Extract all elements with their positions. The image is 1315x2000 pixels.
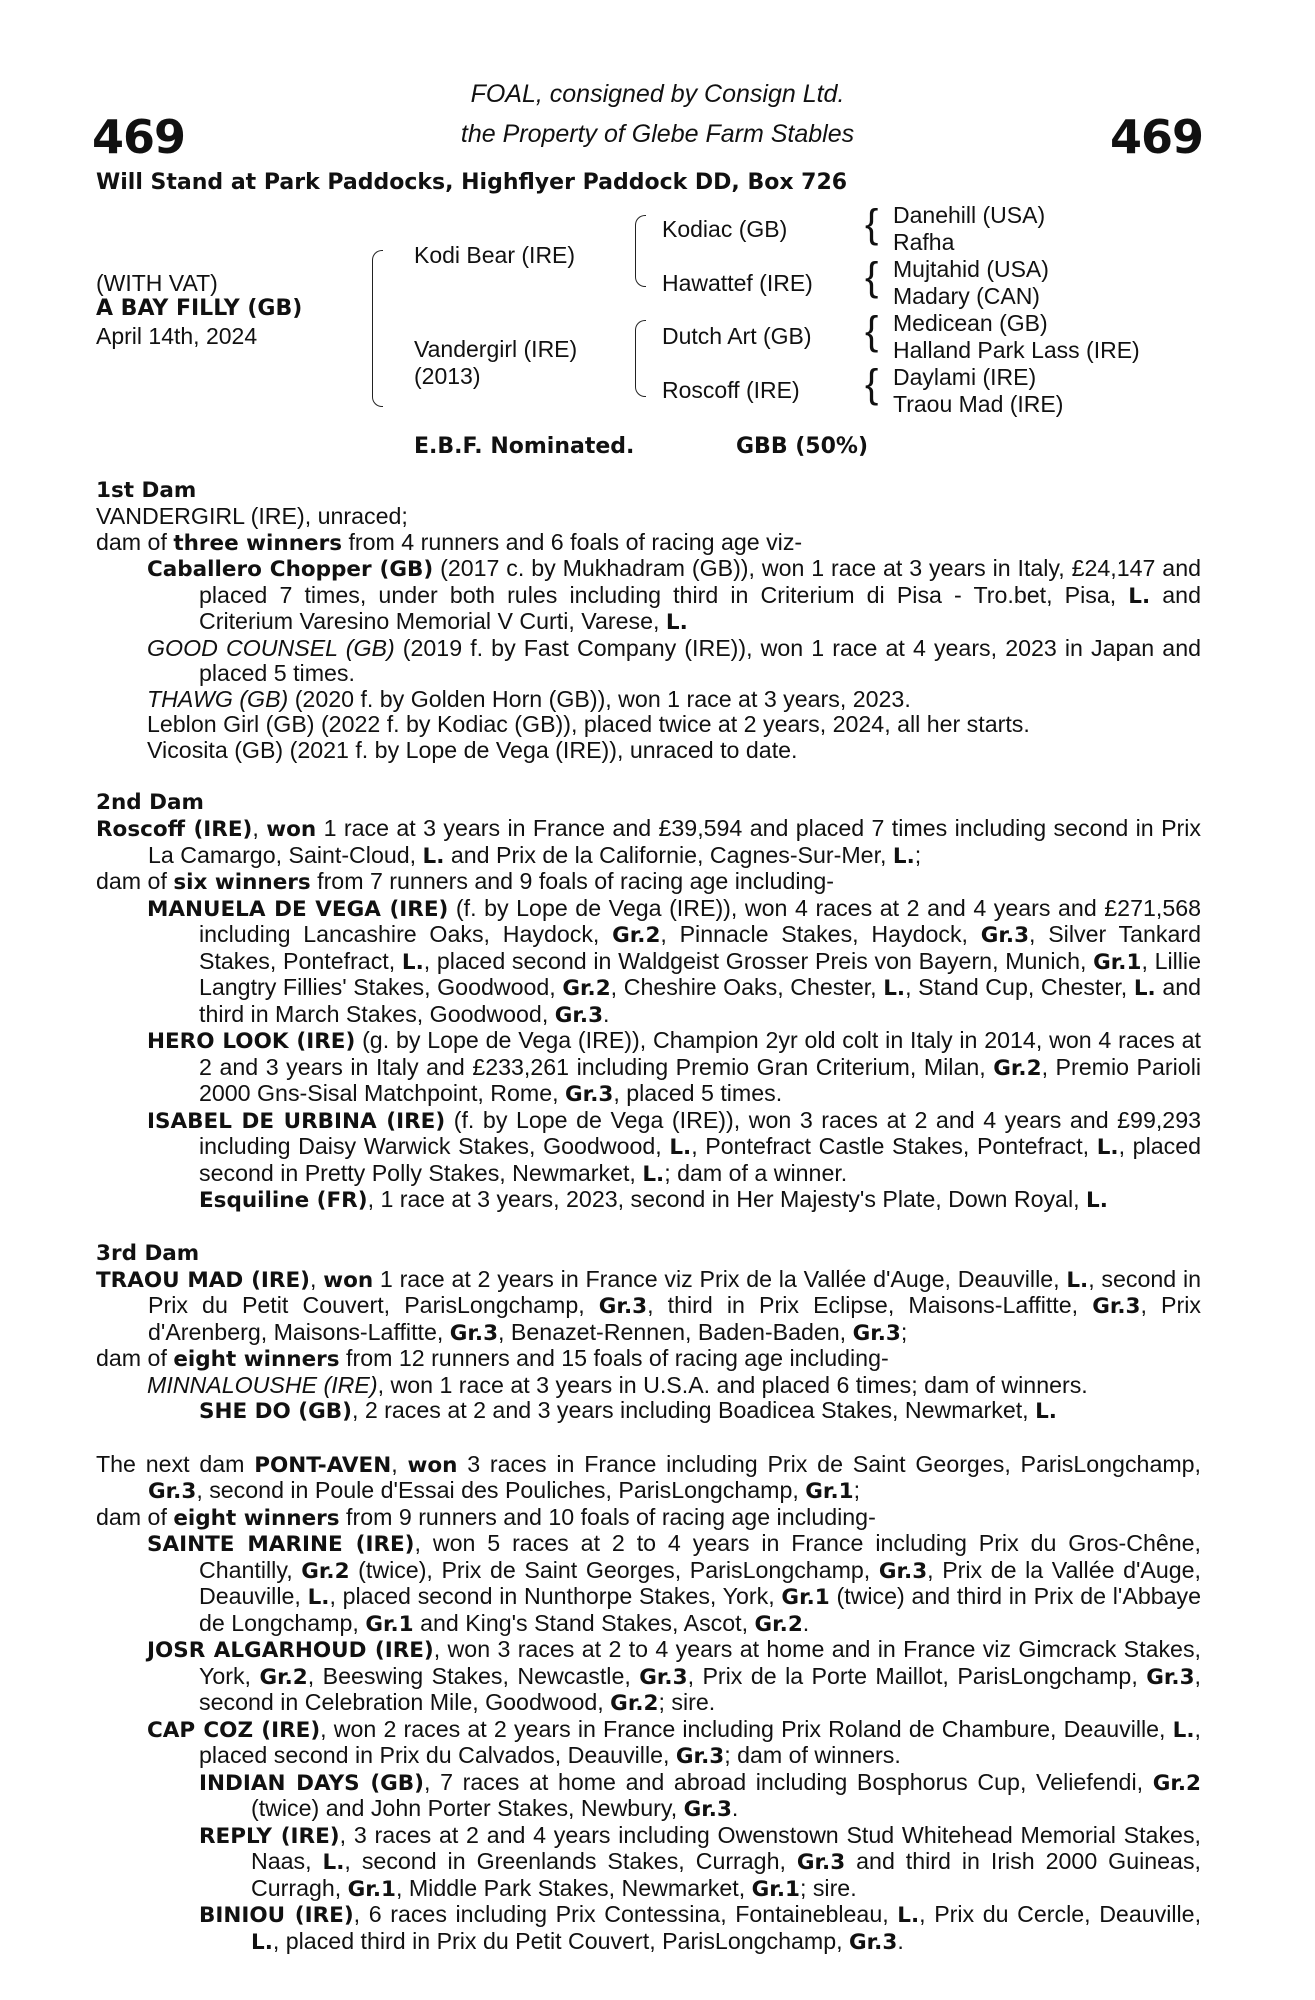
bold-text: Gr.3 — [849, 1929, 898, 1955]
bold-text: won — [266, 817, 317, 842]
bold-text: Gr.3 — [683, 1797, 732, 1822]
entry-text: from 12 runners and 15 foals of racing age including- — [339, 1345, 889, 1371]
entry-text: (f. by Lope de Vega (IRE)), won 4 races at 2 and 4 years and £271,568 including Lancashire Oaks, Haydock, — [199, 894, 1202, 947]
bold-text: L. — [1066, 1267, 1089, 1293]
entry-text: , Premio Parioli 2000 Gns-Sisal Matchpoint, Rome, — [199, 1053, 1201, 1106]
entry-text: , — [252, 815, 267, 841]
entry-text: , Benazet-Rennen, Baden-Baden, — [498, 1318, 853, 1345]
entry-text: , third in Prix Eclipse, Maisons-Laffitte, — [647, 1292, 1093, 1318]
entry-text: (g. by Lope de Vega (IRE)), Champion 2yr old colt in Italy in 2014, won 4 races at 2 and 3 years in Italy and £233,261 including Premio Gran Criterium, Milan, — [199, 1027, 1201, 1080]
entry-text: , second in Poule d'Essai des Pouliches, ParisLongchamp, — [196, 1477, 806, 1503]
sire-bracket — [635, 215, 646, 287]
entry-text: and Prix de la Californie, Cagnes-Sur-Mer, — [444, 841, 893, 868]
entry-text: , won 2 races at 2 years in France including Prix Roland de Chambure, Deauville, — [320, 1715, 1173, 1742]
sire: Kodi Bear (IRE) — [414, 242, 576, 268]
bold-text: Gr.3 — [796, 1850, 846, 1875]
entry-text: . — [897, 1927, 904, 1954]
pedigree-entry — [96, 1187, 1201, 1214]
bold-text: Gr.3 — [598, 1294, 648, 1319]
bold-text: Caballero Chopper (GB) — [147, 557, 434, 582]
bold-text: SAINTE MARINE (IRE) — [147, 1532, 415, 1557]
italic-text: THAWG (GB) — [147, 685, 289, 712]
bold-text: Gr.3 — [878, 1558, 928, 1584]
pedigree-entry — [96, 530, 1201, 557]
bold-text: L. — [1096, 1135, 1119, 1160]
dam-dam: Roscoff (IRE) — [662, 377, 800, 403]
entry-text: , — [309, 1265, 324, 1292]
grandsire-3: Medicean (GB) — [893, 310, 1048, 336]
bold-text: Gr.2 — [301, 1558, 350, 1584]
bold-text: Gr.2 — [562, 976, 611, 1001]
bold-text: L. — [422, 843, 445, 869]
entry-text: , placed second in Prix du Calvados, Deauville, — [199, 1715, 1201, 1768]
pedigree-entry — [96, 1373, 1201, 1399]
section-heading: 1st Dam — [96, 478, 197, 503]
bold-text: JOSR ALGARHOUD (IRE) — [147, 1638, 434, 1663]
entry-text: Vicosita (GB) (2021 f. by Lope de Vega (IRE)), unraced to date. — [147, 736, 798, 763]
entry-text: (2020 f. by Golden Horn (GB)), won 1 race at 3 years, 2023. — [288, 685, 911, 712]
entry-text: , Middle Park Stakes, Newmarket, — [395, 1874, 752, 1901]
entry-text: ; sire. — [658, 1689, 716, 1715]
bold-text: Gr.3 — [1146, 1664, 1195, 1690]
pedigree-entry — [96, 816, 1201, 869]
entry-text: , Prix de la Porte Maillot, ParisLongchamp, — [687, 1662, 1147, 1689]
lot-number-left: 469 — [92, 110, 186, 164]
bold-text: L. — [322, 1850, 345, 1875]
entry-text: , Pinnacle Stakes, Haydock, — [660, 921, 981, 947]
bold-text: Gr.2 — [610, 1691, 659, 1716]
bold-text: Gr.3 — [675, 1744, 725, 1769]
section-heading: 3rd Dam — [96, 1240, 200, 1266]
horse-name: A BAY FILLY (GB) — [96, 296, 303, 321]
pedigree-entry — [96, 1770, 1201, 1823]
entry-text: 3 races in France including Prix de Saint Georges, ParisLongchamp, — [457, 1450, 1201, 1477]
pedigree-entry — [96, 1717, 1201, 1770]
ebf-nomination: E.B.F. Nominated. — [414, 434, 635, 459]
grandsire-4: Daylami (IRE) — [893, 364, 1037, 390]
bold-text: Gr.1 — [781, 1585, 830, 1610]
consign-line: FOAL, consigned by Consign Ltd. — [470, 80, 845, 108]
vat-note: (WITH VAT) — [96, 270, 218, 296]
bold-text: Gr.2 — [1152, 1770, 1201, 1796]
pedigree-entry — [96, 556, 1201, 636]
sire-sire: Kodiac (GB) — [662, 216, 788, 242]
entry-text: . — [731, 1795, 739, 1821]
bold-text: L. — [307, 1585, 330, 1610]
lot-number-right: 469 — [1109, 110, 1203, 164]
bold-text: six winners — [173, 870, 311, 895]
pedigree-entry — [96, 1505, 1201, 1532]
bold-text: L. — [892, 843, 915, 869]
bold-text: PONT-AVEN — [254, 1452, 392, 1478]
entry-text: ; — [900, 1318, 908, 1345]
italic-text: MINNALOUSHE (IRE) — [147, 1371, 378, 1398]
pedigree-entry — [96, 1108, 1201, 1188]
entry-text: and third in March Stakes, Goodwood, — [199, 974, 1202, 1027]
bold-text: eight winners — [173, 1505, 340, 1531]
grandsire-2: Mujtahid (USA) — [893, 256, 1049, 282]
curly-brace-1: { — [865, 202, 879, 246]
entry-text: dam of — [96, 868, 174, 894]
section-gap — [96, 1425, 1201, 1452]
entry-text: , second in Celebration Mile, Goodwood, — [199, 1662, 1201, 1715]
gbb-note: GBB (50%) — [736, 434, 869, 459]
pedigree-entry — [96, 1398, 1201, 1425]
entry-text: from 4 runners and 6 foals of racing age viz- — [342, 528, 803, 555]
pedigree-entry — [96, 636, 1201, 687]
bold-text: L. — [897, 1903, 920, 1928]
entry-text: , 2 races at 2 and 3 years including Boadicea Stakes, Newmarket, — [351, 1397, 1036, 1423]
bold-text: L. — [669, 1135, 692, 1160]
entry-text: , won 5 races at 2 to 4 years in France including Prix du Gros-Chêne, Chantilly, — [199, 1530, 1201, 1583]
bold-text: HERO LOOK (IRE) — [147, 1029, 356, 1054]
entry-text: (f. by Lope de Vega (IRE)), won 3 races at 2 and 4 years and £99,293 including Daisy Warwick Stakes, Goodwood, — [199, 1106, 1201, 1159]
granddam-3: Halland Park Lass (IRE) — [893, 337, 1140, 363]
entry-text: (2019 f. by Fast Company (IRE)), won 1 race at 4 years, 2023 in Japan and placed 5 times. — [199, 634, 1201, 686]
entry-text: , Stand Cup, Chester, — [905, 974, 1134, 1000]
bold-text: L. — [1172, 1717, 1195, 1743]
entry-text: , — [391, 1450, 408, 1477]
entry-text: , placed second in Waldgeist Grosser Preis von Bayern, Munich, — [423, 947, 1094, 974]
entry-text: ; dam of a winner. — [664, 1159, 848, 1186]
pedigree-entry — [96, 1267, 1201, 1347]
entry-text: ; — [914, 841, 922, 868]
section-heading: 2nd Dam — [96, 790, 204, 815]
entry-text: , Beeswing Stakes, Newcastle, — [307, 1662, 640, 1689]
dam: Vandergirl (IRE) — [414, 336, 578, 362]
bold-text: Gr.2 — [993, 1055, 1042, 1081]
curly-brace-4: { — [865, 362, 879, 406]
pedigree-entry — [96, 869, 1201, 896]
entry-text: , won 1 race at 3 years in U.S.A. and placed 6 times; dam of winners. — [377, 1371, 1088, 1398]
entry-text: , 3 races at 2 and 4 years including Owenstown Stud Whitehead Memorial Stakes, Naas, — [251, 1821, 1201, 1874]
bold-text: Gr.2 — [754, 1611, 803, 1637]
bold-text: INDIAN DAYS (GB) — [199, 1770, 425, 1796]
bold-text: eight winners — [173, 1347, 340, 1372]
entry-text: (twice), Prix de Saint Georges, ParisLongchamp, — [349, 1556, 879, 1583]
entry-text: and King's Stand Stakes, Ascot, — [413, 1609, 755, 1636]
entry-text: and third in Irish 2000 Guineas, Curragh, — [251, 1848, 1201, 1901]
bold-text: Gr.3 — [565, 1082, 614, 1107]
entry-text: , Cheshire Oaks, Chester, — [610, 974, 884, 1000]
sire-dam: Hawattef (IRE) — [662, 270, 813, 296]
curly-brace-2: { — [865, 255, 879, 299]
pedigree-entry — [96, 712, 1201, 738]
entry-text: , placed 5 times. — [613, 1080, 783, 1106]
pedigree-entry — [96, 896, 1201, 1029]
entry-text: , Prix du Cercle, Deauville, — [919, 1901, 1202, 1927]
pedigree-entry — [96, 1637, 1201, 1717]
entry-text: ; dam of winners. — [724, 1742, 901, 1768]
pedigree-entry — [96, 1452, 1201, 1505]
bold-text: REPLY (IRE) — [199, 1823, 340, 1849]
pedigree-entry — [96, 1902, 1201, 1955]
property-line: the Property of Glebe Farm Stables — [460, 120, 855, 148]
entry-text: from 7 runners and 9 foals of racing age including- — [310, 868, 835, 894]
pedigree-entry — [96, 504, 1201, 530]
entry-text: , placed second in Pretty Polly Stakes, Newmarket, — [199, 1133, 1201, 1186]
pedigree-entry — [96, 1823, 1201, 1903]
entry-text: dam of — [96, 1503, 174, 1530]
curly-brace-3: { — [865, 309, 879, 353]
entry-text: , Lillie Langtry Fillies' Stakes, Goodwood, — [199, 947, 1201, 1000]
foaling-date: April 14th, 2024 — [96, 323, 258, 349]
bold-text: Gr.3 — [1092, 1294, 1141, 1319]
entry-text: , Prix d'Arenberg, Maisons-Laffitte, — [148, 1292, 1201, 1345]
bold-text: Gr.3 — [852, 1320, 901, 1346]
entry-text: , won 3 races at 2 to 4 years at home and in France viz Gimcrack Stakes, York, — [199, 1636, 1201, 1689]
entry-text: , 1 race at 3 years, 2023, second in Her Majesty's Plate, Down Royal, — [367, 1186, 1086, 1212]
entry-text: and Criterium Varesino Memorial V Curti, Varese, — [199, 581, 1201, 634]
entry-text: . — [802, 1609, 810, 1636]
entry-text: (twice) and third in Prix de l'Abbaye de Longchamp, — [199, 1583, 1201, 1636]
entry-text: VANDERGIRL (IRE), unraced; — [96, 503, 408, 529]
entry-text: 1 race at 3 years in France and £39,594 and placed 7 times including second in Prix La Camargo, Saint-Cloud, — [148, 815, 1202, 868]
entry-text: , Silver Tankard Stakes, Pontefract, — [199, 921, 1201, 974]
entry-text: ; — [853, 1477, 861, 1503]
bold-text: three winners — [173, 530, 343, 556]
entry-text: dam of — [96, 528, 174, 555]
bold-text: Gr.1 — [1093, 949, 1142, 975]
bold-text: L. — [401, 949, 424, 975]
entry-text: , placed third in Prix du Petit Couvert, ParisLongchamp, — [272, 1927, 849, 1954]
bold-text: Gr.3 — [449, 1320, 499, 1346]
bold-text: Gr.1 — [805, 1479, 854, 1504]
bold-text: SHE DO (GB) — [199, 1399, 352, 1424]
bold-text: Gr.3 — [554, 1002, 604, 1028]
bold-text: L. — [1128, 583, 1151, 609]
bold-text: L. — [883, 976, 906, 1001]
entry-text: The next dam — [96, 1450, 255, 1477]
bold-text: won — [323, 1267, 374, 1293]
bold-text: L. — [1086, 1188, 1108, 1213]
entry-text: (twice) and John Porter Stakes, Newbury, — [251, 1795, 684, 1821]
entry-text: 1 race at 2 years in France viz Prix de la Vallée d'Auge, Deauville, — [373, 1265, 1067, 1292]
entry-text: Leblon Girl (GB) (2022 f. by Kodiac (GB)), placed twice at 2 years, 2024, all her starts. — [147, 711, 1030, 737]
dam-sire: Dutch Art (GB) — [662, 323, 812, 349]
grandsire-1: Danehill (USA) — [893, 202, 1046, 228]
parents-bracket — [372, 250, 383, 407]
italic-text: GOOD COUNSEL (GB) — [147, 634, 395, 661]
entry-text: dam of — [96, 1345, 174, 1371]
entry-text: . — [603, 1000, 610, 1027]
entry-text: , 7 races at home and abroad including Bosphorus Cup, Veliefendi, — [424, 1768, 1153, 1795]
bold-text: Roscoff (IRE) — [96, 817, 253, 842]
bold-text: L. — [665, 610, 688, 635]
bold-text: BINIOU (IRE) — [199, 1903, 354, 1928]
granddam-2: Madary (CAN) — [893, 283, 1040, 309]
bold-text: TRAOU MAD (IRE) — [96, 1267, 310, 1293]
bold-text: Gr.3 — [639, 1664, 688, 1690]
entry-text: (2017 c. by Mukhadram (GB)), won 1 race at 3 years in Italy, £24,147 and placed 7 times, under both rules including third in Criterium di Pisa - Tro.bet, Pisa, — [199, 555, 1201, 608]
catalogue-body — [96, 478, 1201, 1955]
entry-text: ; sire. — [799, 1874, 857, 1901]
bold-text: Gr.3 — [148, 1479, 197, 1504]
entry-text: , 6 races including Prix Contessina, Fontainebleau, — [353, 1901, 898, 1927]
pedigree-entry — [96, 1346, 1201, 1373]
pedigree-entry — [96, 738, 1201, 764]
section-gap — [96, 763, 1201, 790]
bold-text: L. — [1035, 1399, 1057, 1424]
bold-text: Esquiline (FR) — [199, 1188, 368, 1213]
bold-text: L. — [642, 1161, 665, 1187]
pedigree-entry — [96, 687, 1201, 713]
dam-bracket — [635, 320, 646, 397]
section-gap — [96, 1214, 1201, 1241]
entry-text: , second in Prix du Petit Couvert, ParisLongchamp, — [148, 1265, 1201, 1318]
bold-text: L. — [1133, 976, 1156, 1001]
bold-text: Gr.3 — [980, 923, 1030, 948]
bold-text: Gr.1 — [751, 1876, 800, 1902]
dam-year: (2013) — [414, 363, 481, 389]
entry-text: , second in Greenlands Stakes, Curragh, — [344, 1848, 797, 1874]
entry-text: , placed second in Nunthorpe Stakes, York, — [329, 1583, 782, 1609]
bold-text: ISABEL DE URBINA (IRE) — [147, 1108, 446, 1134]
granddam-1: Rafha — [893, 229, 955, 255]
granddam-4: Traou Mad (IRE) — [893, 391, 1064, 417]
bold-text: Gr.2 — [259, 1664, 308, 1690]
bold-text: MANUELA DE VEGA (IRE) — [147, 896, 449, 922]
bold-text: won — [407, 1452, 458, 1478]
bold-text: Gr.2 — [612, 923, 661, 948]
stand-line: Will Stand at Park Paddocks, Highflyer Paddock DD, Box 726 — [96, 170, 848, 195]
entry-text: from 9 runners and 10 foals of racing age including- — [339, 1503, 876, 1530]
entry-text: , Prix de la Vallée d'Auge, Deauville, — [199, 1556, 1201, 1609]
bold-text: Gr.1 — [365, 1611, 414, 1637]
bold-text: Gr.1 — [347, 1876, 396, 1902]
bold-text: L. — [251, 1929, 273, 1955]
bold-text: CAP COZ (IRE) — [147, 1717, 321, 1743]
pedigree-entry — [96, 1028, 1201, 1108]
entry-text: , Pontefract Castle Stakes, Pontefract, — [691, 1133, 1097, 1159]
pedigree-entry — [96, 1531, 1201, 1637]
